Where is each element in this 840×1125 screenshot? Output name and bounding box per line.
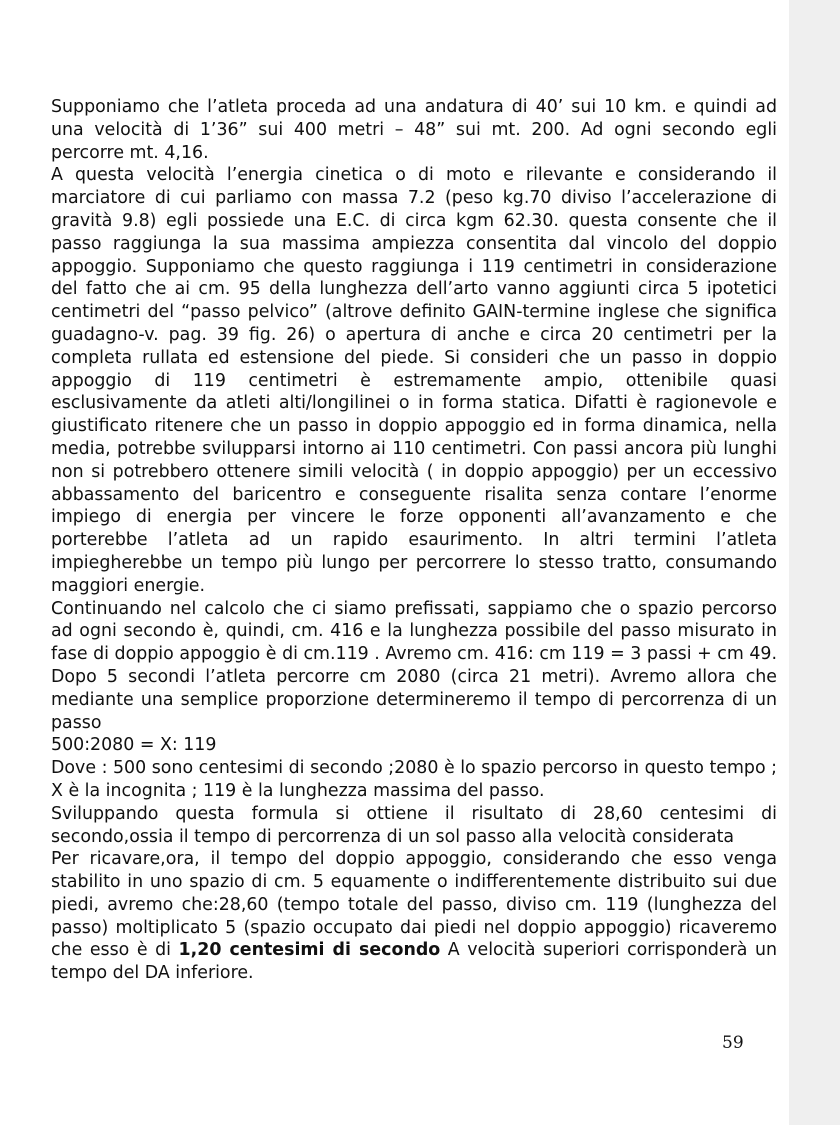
paragraph-result: Sviluppando questa formula si ottiene il risultato di 28,60 centesimi di secondo,ossia il tempo di percorrenza di un sol passo alla velocità considerata [51,803,777,847]
paragraph-double-support [51,848,777,985]
page-body [51,96,777,985]
paragraph-kinetic-energy: A questa velocità l’energia cinetica o di moto e rilevante e considerando il marciatore di cui parliamo con massa 7.2 (peso kg.70 diviso l’accelerazione di gravità 9.8) egli possiede una E.C. di circa kgm 62.30. questa consente che il passo raggiunga la sua massima ampiezza consentita dal vincolo del doppio appoggio. Supponiamo che questo raggiunga i 119 centimetri in considerazione del fatto che ai cm. 95 della lunghezza dell’arto vanno aggiunti circa 5 ipotetici centimetri del “passo pelvico” (altrove definito GAIN-termine inglese che significa guadagno-v. pag. 39 fig. 26) o apertura di anche e circa 20 centimetri per la completa rullata ed estensione del piede. Si consideri che un passo in doppio appoggio di 119 centimetri è estremamente ampio, ottenibile quasi esclusivamente da atleti alti/longilinei o in forma statica. Difatti è ragionevole e giustificato ritenere che un passo in doppio appoggio ed in forma dinamica, nella media, potrebbe svilupparsi intorno ai 110 centimetri. Con passi ancora più lunghi non si potrebbero ottenere simili velocità ( in doppio appoggio) per un eccessivo abbassamento del baricentro e conseguente risalita senza contare l’enorme impiego di energia per vincere le forze opponenti all’avanzamento e che porterebbe l’atleta ad un rapido esaurimento. In altri termini l’atleta impiegherebbe un tempo più lungo per percorrere lo stesso tratto, consumando maggiori energie. [51,165,777,596]
paragraph-speed: Supponiamo che l’atleta proceda ad una andatura di 40’ sui 10 km. e quindi ad una velocità di 1’36” sui 400 metri – 48” sui mt. 200. Ad ogni secondo egli percorre mt. 4,16. [51,97,777,163]
double-support-conclusion: A velocità superiori corrisponderà un tempo del DA inferiore. [51,940,778,984]
double-support-text: Per ricavare,ora, il tempo del doppio appoggio, considerando che esso venga stabilito in uno spazio di cm. 5 equamente o indifferentemente distribuito sui due piedi, avremo che:28,60 (tempo totale del passo, diviso cm. 119 (lunghezza del passo) moltiplicato 5 (spazio occupato dai piedi nel doppio appoggio) ricaveremo che esso è di [51,849,777,961]
page-number: 59 [722,1033,744,1053]
proportion-formula: 500:2080 = X: 119 [51,735,217,756]
paragraph-calculation: Continuando nel calcolo che ci siamo prefissati, sappiamo che o spazio percorso ad ogni secondo è, quindi, cm. 416 e la lunghezza possibile del passo misurato in fase di doppio appoggio è di cm.119 . Avremo cm. 416: cm 119 = 3 passi + cm 49. Dopo 5 secondi l’atleta percorre cm 2080 (circa 21 metri). Avremo allora che mediante una semplice proporzione determineremo il tempo di percorrenza di un passo [51,598,777,733]
double-support-result: 1,20 centesimi di secondo [178,940,441,961]
margin-strip [789,0,840,1125]
paragraph-legend: Dove : 500 sono centesimi di secondo ;2080 è lo spazio percorso in questo tempo ; X è la incognita ; 119 è la lunghezza massima del passo. [51,758,777,801]
